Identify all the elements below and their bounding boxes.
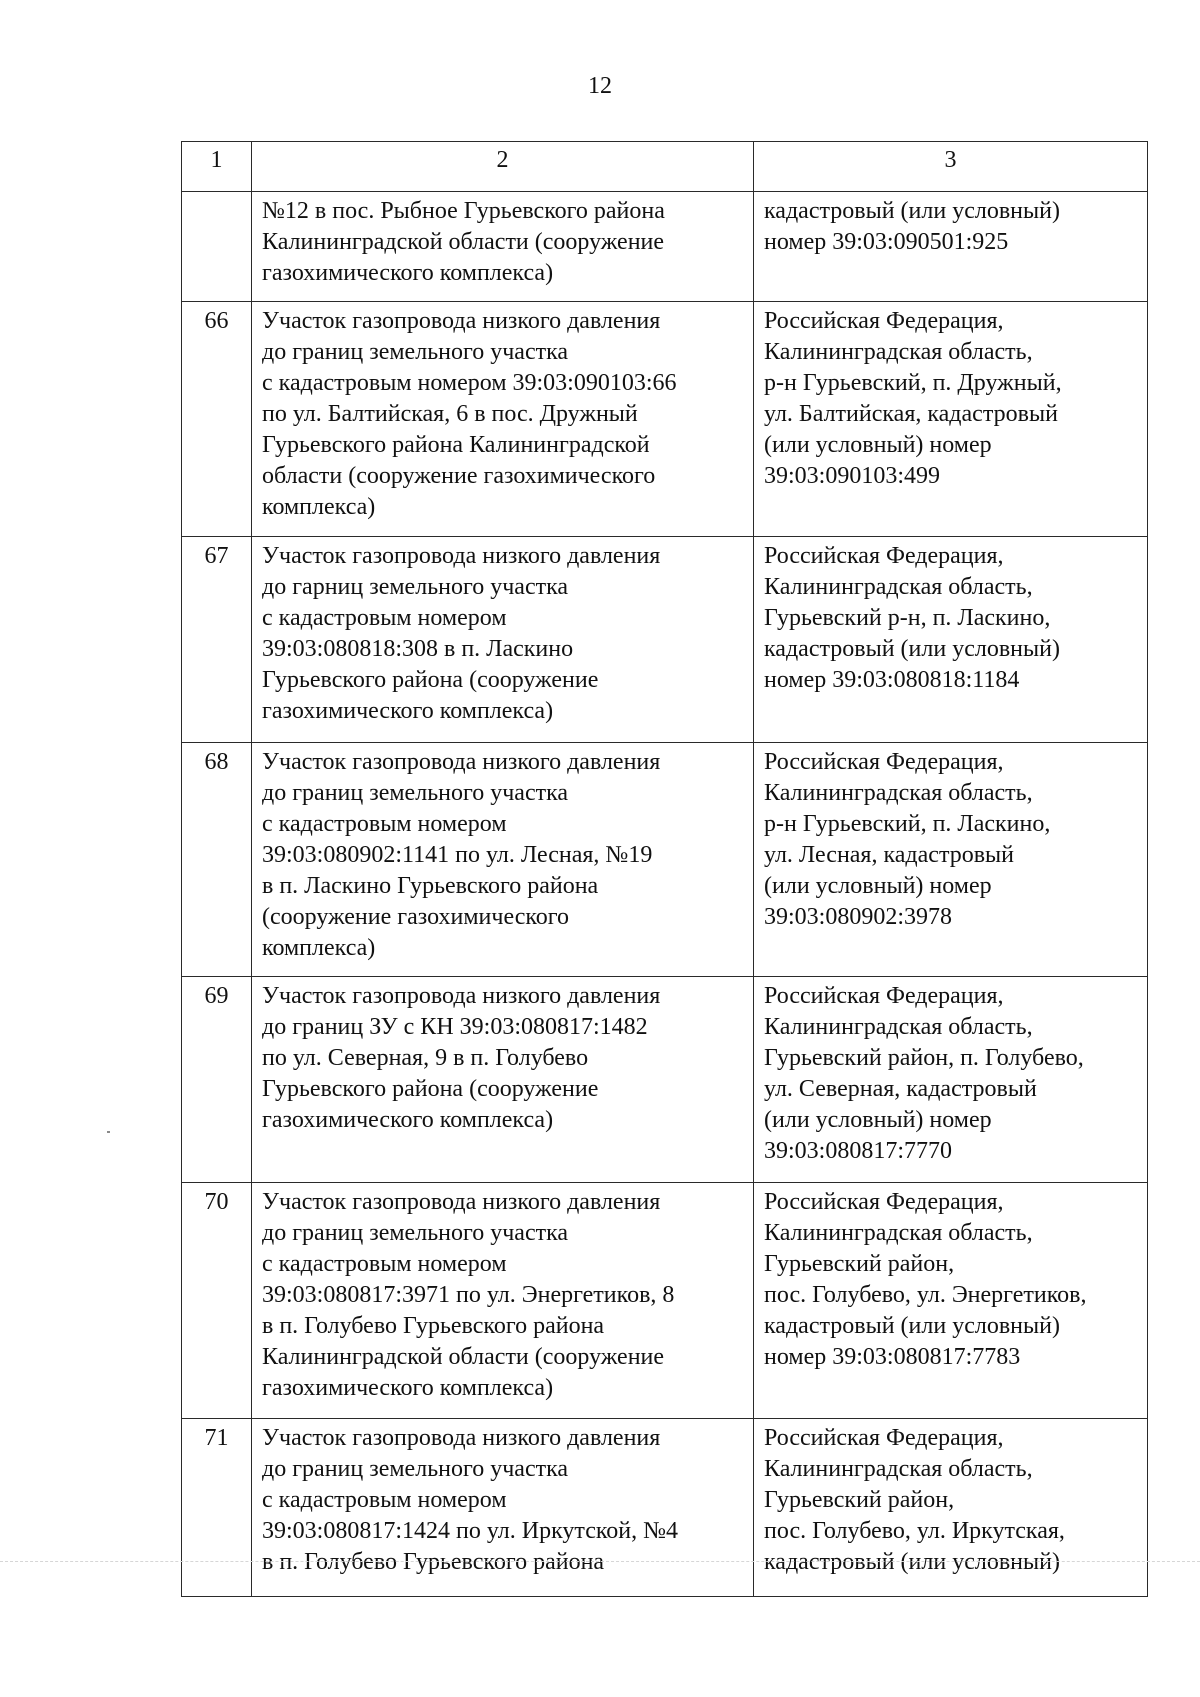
table-row xyxy=(182,743,1148,977)
row-number: 66 xyxy=(182,302,252,537)
object-address: Российская Федерация, Калининградская область, Гурьевский район, пос. Голубево, ул. Энергетиков, кадастровый (или условный) номер 39:03:080817:7783 xyxy=(754,1183,1148,1419)
column-header-address: 3 xyxy=(754,142,1148,192)
row-number: 67 xyxy=(182,537,252,743)
table-row xyxy=(182,192,1148,302)
table-row xyxy=(182,977,1148,1183)
object-address: Российская Федерация, Калининградская область, Гурьевский р-н, п. Ласкино, кадастровый (или условный) номер 39:03:080818:1184 xyxy=(754,537,1148,743)
object-address: кадастровый (или условный) номер 39:03:090501:925 xyxy=(754,192,1148,302)
object-description: Участок газопровода низкого давления до границ земельного участка с кадастровым номером 39:03:080817:1424 по ул. Иркутской, №4 в п. Голубево Гурьевского района xyxy=(252,1419,754,1597)
scan-artifact-line xyxy=(0,1561,1200,1562)
table-row xyxy=(182,537,1148,743)
column-header-object: 2 xyxy=(252,142,754,192)
table-header xyxy=(182,142,1148,192)
row-number: 70 xyxy=(182,1183,252,1419)
object-address: Российская Федерация, Калининградская область, р-н Гурьевский, п. Ласкино, ул. Лесная, кадастровый (или условный) номер 39:03:080902:3978 xyxy=(754,743,1148,977)
table-body xyxy=(182,192,1148,1597)
column-header-number: 1 xyxy=(182,142,252,192)
table-row xyxy=(182,302,1148,537)
row-number: 69 xyxy=(182,977,252,1183)
object-description: Участок газопровода низкого давления до границ земельного участка с кадастровым номером 39:03:080817:3971 по ул. Энергетиков, 8 в п. Голубево Гурьевского района Калининградской области (сооружение газохимического комплекса) xyxy=(252,1183,754,1419)
row-number: 71 xyxy=(182,1419,252,1597)
object-description: Участок газопровода низкого давления до границ земельного участка с кадастровым номером 39:03:090103:66 по ул. Балтийская, 6 в пос. Дружный Гурьевского района Калининградской области (сооружение газохимического комплекса) xyxy=(252,302,754,537)
object-description: Участок газопровода низкого давления до гарниц земельного участка с кадастровым номером 39:03:080818:308 в п. Ласкино Гурьевского района (сооружение газохимического комплекса) xyxy=(252,537,754,743)
objects-table xyxy=(181,141,1148,1597)
object-description: Участок газопровода низкого давления до границ ЗУ с КН 39:03:080817:1482 по ул. Северная, 9 в п. Голубево Гурьевского района (сооружение газохимического комплекса) xyxy=(252,977,754,1183)
table-row xyxy=(182,1183,1148,1419)
row-number: 68 xyxy=(182,743,252,977)
object-address: Российская Федерация, Калининградская область, р-н Гурьевский, п. Дружный, ул. Балтийская, кадастровый (или условный) номер 39:03:090103:499 xyxy=(754,302,1148,537)
page-number: 12 xyxy=(588,73,612,99)
object-description: №12 в пос. Рыбное Гурьевского района Калининградской области (сооружение газохимического комплекса) xyxy=(252,192,754,302)
object-address: Российская Федерация, Калининградская область, Гурьевский район, пос. Голубево, ул. Иркутская, кадастровый (или условный) xyxy=(754,1419,1148,1597)
table-row xyxy=(182,1419,1148,1597)
object-address: Российская Федерация, Калининградская область, Гурьевский район, п. Голубево, ул. Северная, кадастровый (или условный) номер 39:03:080817:7770 xyxy=(754,977,1148,1183)
scan-artifact-speck xyxy=(107,1131,110,1133)
row-number xyxy=(182,192,252,302)
table-header-row xyxy=(182,142,1148,192)
object-description: Участок газопровода низкого давления до границ земельного участка с кадастровым номером 39:03:080902:1141 по ул. Лесная, №19 в п. Ласкино Гурьевского района (сооружение газохимического комплекса) xyxy=(252,743,754,977)
